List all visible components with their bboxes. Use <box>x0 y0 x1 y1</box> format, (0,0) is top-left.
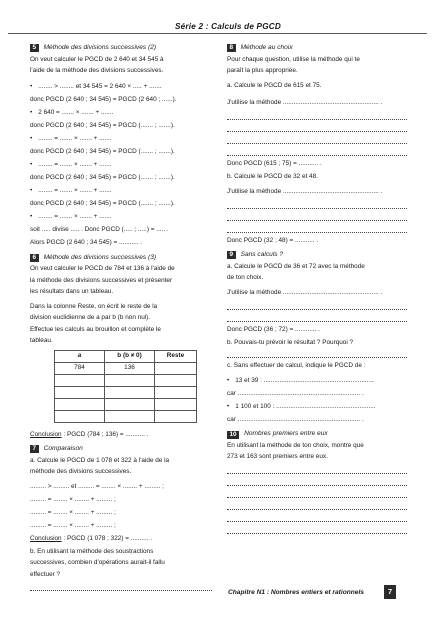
conclusion-label: Conclusion <box>30 534 62 542</box>
table-row <box>55 410 197 422</box>
method-line[interactable]: J'utilise la méthode ...................................................... . <box>227 187 383 195</box>
exercise-5 <box>30 44 212 248</box>
table-cell[interactable] <box>105 398 155 410</box>
exercise-title: Comparaison <box>43 444 83 452</box>
intro-line: l'aide de la méthode des divisions successives. <box>30 67 164 75</box>
intro-line: 273 et 163 sont premiers entre eux. <box>227 453 328 461</box>
answer-line[interactable] <box>227 490 407 498</box>
table-cell[interactable] <box>105 374 155 386</box>
fill-line[interactable]: Alors PGCD (2 640 ; 34 545) = ........... . <box>30 239 143 247</box>
intro-line: les résultats dans un tableau. <box>30 288 114 296</box>
exercise-number: 8 <box>227 44 236 52</box>
right-column <box>227 44 407 540</box>
instruction-line: Dans la colonne Reste, on écrit le reste de la <box>30 302 158 310</box>
question-b: b. Pouvais-tu prévoir le résultat ? Pourquoi ? <box>227 338 354 346</box>
exercise-6 <box>30 254 212 439</box>
chapter-footer: Chapitre N1 : Nombres entiers et rationnels <box>228 589 364 596</box>
answer-line[interactable] <box>227 213 407 221</box>
fill-line[interactable]: ......... = ........ × ........ + ......... ; <box>30 508 116 516</box>
exercise-8 <box>227 44 407 245</box>
fill-line[interactable]: • 1 100 et 100 : ........................................................ <box>227 403 407 411</box>
left-column <box>30 44 212 597</box>
answer-line[interactable] <box>227 478 407 486</box>
fill-line[interactable]: • ........ > ........ et 34 545 = 2 640 × ..... + ....... <box>30 83 212 91</box>
answer-line[interactable] <box>227 314 407 322</box>
intro-line: la méthode des divisions successives et présenter <box>30 276 173 284</box>
question-line: successives, combien d'opérations aurait-il fallu <box>30 559 165 567</box>
column-header-reste: Reste <box>155 350 197 362</box>
fill-line[interactable]: • 13 et 39 : .............................................................. <box>227 377 407 385</box>
table-cell[interactable] <box>155 374 197 386</box>
question-line: a. Calcule le PGCD de 1 078 et 322 à l'aide de la <box>30 456 170 464</box>
fill-line[interactable]: donc PGCD (2 640 ; 34 545) = PGCD (....... ; .......). <box>30 121 175 129</box>
fill-line[interactable]: • ........ = ....... × ....... + ....... <box>30 135 212 143</box>
instruction-line: division euclidienne de a par b (b non nul). <box>30 314 151 322</box>
exercise-number: 9 <box>227 251 236 259</box>
fill-line[interactable]: donc PGCD (2 640 ; 34 545) = PGCD (....... ; .......). <box>30 200 175 208</box>
table-cell[interactable] <box>155 386 197 398</box>
fill-line[interactable]: ......... > ......... et ......... = ........ × ........ + ......... ; <box>30 482 164 490</box>
answer-line[interactable] <box>227 502 407 510</box>
instruction-line: Effectue les calculs au brouillon et complète le <box>30 325 161 333</box>
result-line[interactable]: Donc PGCD (36 ; 72) = ............ . <box>227 325 320 333</box>
exercise-number: 6 <box>30 254 39 262</box>
fill-line[interactable]: • 2 640 = ....... × ....... + ....... <box>30 109 212 117</box>
result-line[interactable]: Donc PGCD (32 ; 48) = ........... . <box>227 236 319 244</box>
question-a: a. Calcule le PGCD de 615 et 75. <box>227 81 322 89</box>
intro-line: On veut calculer le PGCD de 2 640 et 34 545 à <box>30 55 164 63</box>
table-cell: 784 <box>55 362 105 374</box>
intro-line: On veut calculer le PGCD de 784 et 136 à l'aide de <box>30 265 175 273</box>
table-cell[interactable] <box>155 398 197 410</box>
conclusion-text: : PGCD (1 078 ; 322) = .......... . <box>61 534 153 542</box>
question-line: méthode des divisions successives. <box>30 468 132 476</box>
table-cell[interactable] <box>155 410 197 422</box>
exercise-title: Nombres premiers entre eux <box>244 430 328 438</box>
table-row <box>55 386 197 398</box>
division-table <box>54 350 197 423</box>
instruction-line: tableau. <box>30 337 53 345</box>
conclusion-line[interactable] <box>30 535 212 543</box>
fill-line[interactable]: ......... = ........ × ........ + ......... ; <box>30 495 116 503</box>
page-number: 7 <box>384 585 396 599</box>
intro-line: En utilisant la méthode de ton choix, montre que <box>227 442 364 450</box>
table-cell[interactable] <box>105 386 155 398</box>
result-line[interactable]: Donc PGCD (615 ; 75) = ........... . <box>227 160 322 168</box>
table-cell[interactable] <box>55 374 105 386</box>
question-b: b. Calcule le PGCD de 32 et 48. <box>227 173 318 181</box>
fill-line[interactable]: donc PGCD (2 640 ; 34 545) = PGCD (2 640 ; ......). <box>30 95 177 103</box>
answer-line[interactable] <box>227 201 407 209</box>
exercise-number: 5 <box>30 44 39 52</box>
exercise-title: Sans calculs ? <box>240 251 284 259</box>
answer-line[interactable] <box>227 225 407 233</box>
table-cell[interactable] <box>105 410 155 422</box>
exercise-number: 10 <box>227 431 239 439</box>
question-a: de ton choix. <box>227 274 264 282</box>
reason-line[interactable]: car ..................................................................... . <box>227 389 364 397</box>
table-cell[interactable] <box>55 410 105 422</box>
answer-line[interactable] <box>227 466 407 474</box>
table-cell[interactable] <box>55 386 105 398</box>
intro-line: paraît la plus appropriée. <box>227 67 298 75</box>
table-row <box>55 398 197 410</box>
table-cell[interactable] <box>55 398 105 410</box>
fill-line[interactable]: • ........ = ....... × ....... + ....... <box>30 213 212 221</box>
column-header-a: a <box>55 350 105 362</box>
answer-line[interactable] <box>227 124 407 132</box>
exercise-title: Méthode des divisions successives (2) <box>43 44 157 51</box>
answer-line[interactable] <box>30 583 212 591</box>
title-rule <box>8 33 427 34</box>
reason-line[interactable]: car ..................................................................... . <box>227 415 364 423</box>
table-row <box>55 374 197 386</box>
answer-line[interactable] <box>227 112 407 120</box>
fill-line[interactable]: donc PGCD (2 640 ; 34 545) = PGCD (....... ; .......). <box>30 173 175 181</box>
conclusion-label: Conclusion <box>30 430 62 438</box>
intro-line: Pour chaque question, utilise la méthode qui te <box>227 55 360 63</box>
answer-line[interactable] <box>227 526 407 534</box>
method-line[interactable]: J'utilise la méthode ...................................................... . <box>227 99 383 107</box>
column-header-b: b (b ≠ 0) <box>105 350 155 362</box>
exercise-title: Méthode au choix <box>240 44 293 51</box>
question-a: a. Calcule le PGCD de 36 et 72 avec la méthode <box>227 262 365 270</box>
answer-line[interactable] <box>227 514 407 522</box>
answer-line[interactable] <box>227 148 407 156</box>
fill-line[interactable]: • ........ = ....... × ....... + ....... <box>30 161 212 169</box>
fill-line[interactable]: soit ..... divise ..... . Donc PGCD (..... ; .....) = ..... . <box>30 226 169 234</box>
question-line: b. En utilisant la méthode des soustractions <box>30 547 154 555</box>
exercise-7 <box>30 445 212 591</box>
fill-line[interactable]: ......... = ........ × ........ + ......... ; <box>30 521 116 529</box>
conclusion-line[interactable] <box>30 431 212 439</box>
answer-line[interactable] <box>227 136 407 144</box>
exercise-9 <box>227 251 407 424</box>
conclusion-text: : PGCD (784 ; 136) = ........... . <box>61 430 149 438</box>
question-line: effectuer ? <box>30 570 61 578</box>
series-title: Série 2 : Calculs de PGCD <box>175 22 282 31</box>
exercise-title: Méthode des divisions successives (3) <box>43 253 157 261</box>
exercise-number: 7 <box>30 445 39 453</box>
answer-line[interactable] <box>227 302 407 310</box>
table-cell[interactable] <box>155 362 197 374</box>
answer-line[interactable] <box>227 350 407 358</box>
table-cell: 136 <box>105 362 155 374</box>
table-row <box>55 362 197 374</box>
fill-line[interactable]: • ........ = ....... × ....... + ....... <box>30 187 212 195</box>
exercise-10 <box>227 430 407 534</box>
fill-line[interactable]: donc PGCD (2 640 ; 34 545) = PGCD (....... ; .......). <box>30 147 175 155</box>
method-line[interactable]: J'utilise la méthode ...................................................... . <box>227 288 383 296</box>
question-c: c. Sans effectuer de calcul, indique le PGCD de : <box>227 362 366 370</box>
